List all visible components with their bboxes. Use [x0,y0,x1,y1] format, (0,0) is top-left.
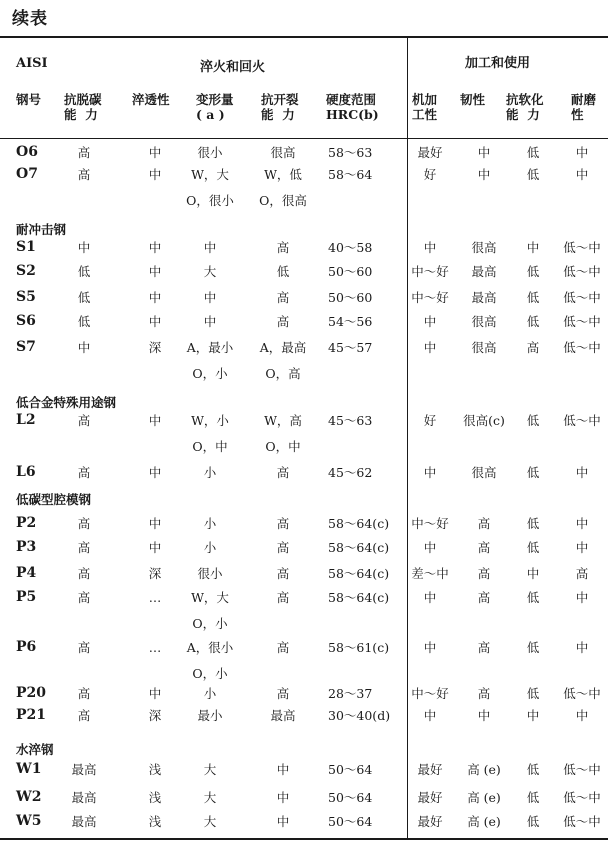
cell-machin: 中 [423,240,437,255]
cell-crack: 中 [276,762,290,777]
page-title: 续表 [12,9,48,29]
cell-distort: 小 [203,686,217,701]
cell-soften: 中 [526,566,540,581]
cell-crack: 高 [276,516,290,531]
cell-distort: 很小 [197,145,223,160]
cell-machin: 最好 [417,790,443,805]
cell-harden: 浅 [148,814,162,829]
cell-machin: 中～好 [411,516,449,531]
header-aisi: AISI [16,56,48,71]
cell-harden: 深 [148,708,162,723]
cell-hrc: 50～60 [328,264,373,279]
header-decarb: 抗脱碳 能 力 [64,92,102,122]
steel-grade: P4 [16,565,37,581]
cell-distort-continued: O，小 [192,366,228,381]
cell-harden: … [148,590,162,605]
cell-crack: 中 [276,814,290,829]
cell-wear: 低～中 [563,340,601,355]
steel-grade: W2 [16,789,42,805]
cell-tough: 高 [477,590,491,605]
header-group-quench: 淬火和回火 [200,60,266,75]
cell-crack: 高 [276,590,290,605]
cell-soften: 低 [526,762,540,777]
cell-harden: 浅 [148,790,162,805]
cell-harden: 浅 [148,762,162,777]
cell-machin: 中 [423,640,437,655]
cell-crack: 最高 [270,708,296,723]
cell-tough: 中 [477,145,491,160]
section-heading: 耐冲击钢 [16,222,67,237]
cell-tough: 高 (e) [467,762,501,777]
cell-wear: 中 [575,516,589,531]
cell-wear: 低～中 [563,264,601,279]
cell-distort-continued: O，中 [192,439,228,454]
cell-machin: 中 [423,340,437,355]
cell-distort: 大 [203,790,217,805]
steel-grade: P3 [16,539,37,555]
cell-machin: 好 [423,167,437,182]
cell-wear: 低～中 [563,314,601,329]
cell-tough: 中 [477,708,491,723]
cell-tough: 很高 [471,340,497,355]
cell-machin: 差～中 [411,566,449,581]
steel-grade: O7 [16,166,38,182]
cell-machin: 中 [423,465,437,480]
steel-grade: W5 [16,813,42,829]
cell-crack: A，最高 [259,340,307,355]
cell-decarb: 低 [77,314,91,329]
cell-tough: 很高(c) [463,413,505,428]
cell-decarb: 高 [77,516,91,531]
cell-hrc: 58～64(c) [328,540,390,555]
cell-decarb: 中 [77,340,91,355]
cell-tough: 高 [477,516,491,531]
cell-decarb: 高 [77,686,91,701]
cell-tough: 最高 [471,264,497,279]
cell-crack: 高 [276,240,290,255]
cell-crack-continued: O，很高 [259,193,307,208]
cell-harden: 中 [148,465,162,480]
cell-hrc: 58～63 [328,145,373,160]
cell-harden: 中 [148,413,162,428]
steel-grade: P20 [16,685,47,701]
cell-distort: A，很小 [186,640,234,655]
column-divider [407,38,408,840]
cell-hrc: 58～61(c) [328,640,390,655]
header-machin: 机加 工性 [412,92,438,122]
cell-soften: 低 [526,814,540,829]
cell-tough: 高 (e) [467,814,501,829]
cell-soften: 中 [526,240,540,255]
steel-grade: L2 [16,412,36,428]
cell-wear: 中 [575,590,589,605]
cell-soften: 低 [526,145,540,160]
cell-distort: W，小 [191,413,229,428]
cell-decarb: 最高 [71,790,97,805]
cell-wear: 低～中 [563,762,601,777]
header-group-process: 加工和使用 [465,56,531,71]
cell-harden: 深 [148,340,162,355]
header-grade: 钢号 [16,92,42,107]
cell-distort-continued: O，小 [192,666,228,681]
cell-distort: W，大 [191,167,229,182]
steel-grade: S5 [16,289,36,305]
cell-tough: 高 [477,540,491,555]
cell-decarb: 高 [77,566,91,581]
cell-machin: 中 [423,708,437,723]
cell-soften: 低 [526,516,540,531]
cell-crack: 高 [276,686,290,701]
cell-crack: 高 [276,314,290,329]
cell-hrc: 30～40(d) [328,708,391,723]
cell-hrc: 45～63 [328,413,373,428]
cell-crack: 中 [276,790,290,805]
cell-machin: 中 [423,590,437,605]
cell-crack-continued: O，高 [265,366,301,381]
cell-machin: 最好 [417,145,443,160]
steel-grade: S6 [16,313,36,329]
cell-soften: 低 [526,790,540,805]
cell-decarb: 高 [77,465,91,480]
cell-harden: 中 [148,516,162,531]
cell-distort: A，最小 [186,340,234,355]
cell-distort: 大 [203,814,217,829]
header-tough: 韧性 [460,92,486,107]
cell-wear: 低～中 [563,790,601,805]
cell-decarb: 低 [77,290,91,305]
cell-distort: 最小 [197,708,223,723]
cell-harden: 中 [148,540,162,555]
cell-tough: 高 [477,686,491,701]
cell-distort: 中 [203,240,217,255]
cell-soften: 低 [526,167,540,182]
cell-hrc: 45～57 [328,340,373,355]
cell-distort: 中 [203,314,217,329]
header-rule [0,138,608,139]
cell-hrc: 58～64(c) [328,590,390,605]
cell-distort-continued: O，很小 [186,193,234,208]
cell-distort: 小 [203,516,217,531]
cell-soften: 低 [526,264,540,279]
cell-decarb: 中 [77,240,91,255]
section-heading: 水淬钢 [16,742,54,757]
cell-distort-continued: O，小 [192,616,228,631]
cell-harden: 中 [148,167,162,182]
cell-machin: 好 [423,413,437,428]
cell-hrc: 50～64 [328,762,373,777]
cell-wear: 中 [575,465,589,480]
cell-soften: 低 [526,465,540,480]
cell-soften: 高 [526,340,540,355]
cell-harden: 深 [148,566,162,581]
cell-machin: 最好 [417,762,443,777]
cell-soften: 低 [526,686,540,701]
cell-tough: 很高 [471,314,497,329]
cell-tough: 很高 [471,465,497,480]
cell-distort: 小 [203,540,217,555]
cell-wear: 高 [575,566,589,581]
cell-crack: 高 [276,640,290,655]
cell-hrc: 58～64(c) [328,516,390,531]
cell-distort: 大 [203,264,217,279]
cell-hrc: 50～60 [328,290,373,305]
cell-harden: 中 [148,240,162,255]
cell-tough: 最高 [471,290,497,305]
cell-harden: … [148,640,162,655]
cell-wear: 中 [575,540,589,555]
cell-hrc: 58～64 [328,167,373,182]
cell-crack: 低 [276,264,290,279]
cell-wear: 中 [575,167,589,182]
cell-hrc: 28～37 [328,686,373,701]
cell-crack: 高 [276,566,290,581]
cell-distort: W，大 [191,590,229,605]
header-crack: 抗开裂 能 力 [261,92,299,122]
steel-grade: P5 [16,589,37,605]
cell-decarb: 高 [77,540,91,555]
steel-grade: O6 [16,144,38,160]
cell-soften: 低 [526,314,540,329]
top-rule [0,36,608,38]
cell-crack: W，低 [264,167,302,182]
cell-wear: 低～中 [563,240,601,255]
cell-distort: 小 [203,465,217,480]
cell-soften: 低 [526,640,540,655]
cell-machin: 中～好 [411,264,449,279]
cell-decarb: 最高 [71,762,97,777]
cell-wear: 低～中 [563,290,601,305]
cell-distort: 中 [203,290,217,305]
cell-machin: 中～好 [411,686,449,701]
cell-decarb: 高 [77,413,91,428]
cell-hrc: 50～64 [328,814,373,829]
cell-decarb: 高 [77,590,91,605]
steel-grade: P6 [16,639,37,655]
steel-grade: P21 [16,707,47,723]
bottom-rule [0,838,608,840]
cell-machin: 中～好 [411,290,449,305]
cell-wear: 低～中 [563,413,601,428]
section-heading: 低合金特殊用途钢 [16,395,117,410]
cell-machin: 最好 [417,814,443,829]
cell-decarb: 高 [77,708,91,723]
cell-tough: 高 [477,640,491,655]
header-soften: 抗软化 能 力 [506,92,544,122]
cell-crack: W，高 [264,413,302,428]
header-hrc: 硬度范围 HRC(b) [326,92,379,122]
cell-hrc: 50～64 [328,790,373,805]
cell-wear: 中 [575,145,589,160]
cell-decarb: 高 [77,145,91,160]
cell-soften: 低 [526,413,540,428]
cell-hrc: 58～64(c) [328,566,390,581]
steel-grade: S1 [16,239,36,255]
cell-machin: 中 [423,314,437,329]
section-heading: 低碳型腔模钢 [16,492,92,507]
cell-distort: 很小 [197,566,223,581]
cell-soften: 中 [526,708,540,723]
cell-tough: 高 [477,566,491,581]
cell-crack: 高 [276,290,290,305]
cell-harden: 中 [148,264,162,279]
cell-soften: 低 [526,290,540,305]
cell-crack: 很高 [270,145,296,160]
steel-grade: P2 [16,515,37,531]
cell-wear: 中 [575,640,589,655]
cell-wear: 低～中 [563,686,601,701]
cell-decarb: 低 [77,264,91,279]
steel-grade: W1 [16,761,42,777]
cell-machin: 中 [423,540,437,555]
steel-grade: S7 [16,339,36,355]
cell-soften: 低 [526,540,540,555]
cell-harden: 中 [148,290,162,305]
header-harden: 淬透性 [132,92,170,107]
cell-hrc: 54～56 [328,314,373,329]
cell-tough: 很高 [471,240,497,255]
steel-grade: S2 [16,263,36,279]
cell-crack: 高 [276,465,290,480]
cell-wear: 低～中 [563,814,601,829]
cell-distort: 大 [203,762,217,777]
cell-harden: 中 [148,686,162,701]
cell-decarb: 最高 [71,814,97,829]
header-distort: 变形量 ( a ) [196,92,234,122]
cell-decarb: 高 [77,640,91,655]
cell-wear: 中 [575,708,589,723]
steel-grade: L6 [16,464,36,480]
header-wear: 耐磨 性 [571,92,597,122]
cell-tough: 高 (e) [467,790,501,805]
cell-hrc: 40～58 [328,240,373,255]
cell-hrc: 45～62 [328,465,373,480]
cell-crack-continued: O，中 [265,439,301,454]
cell-soften: 低 [526,590,540,605]
cell-decarb: 高 [77,167,91,182]
cell-crack: 高 [276,540,290,555]
cell-harden: 中 [148,145,162,160]
cell-tough: 中 [477,167,491,182]
cell-harden: 中 [148,314,162,329]
